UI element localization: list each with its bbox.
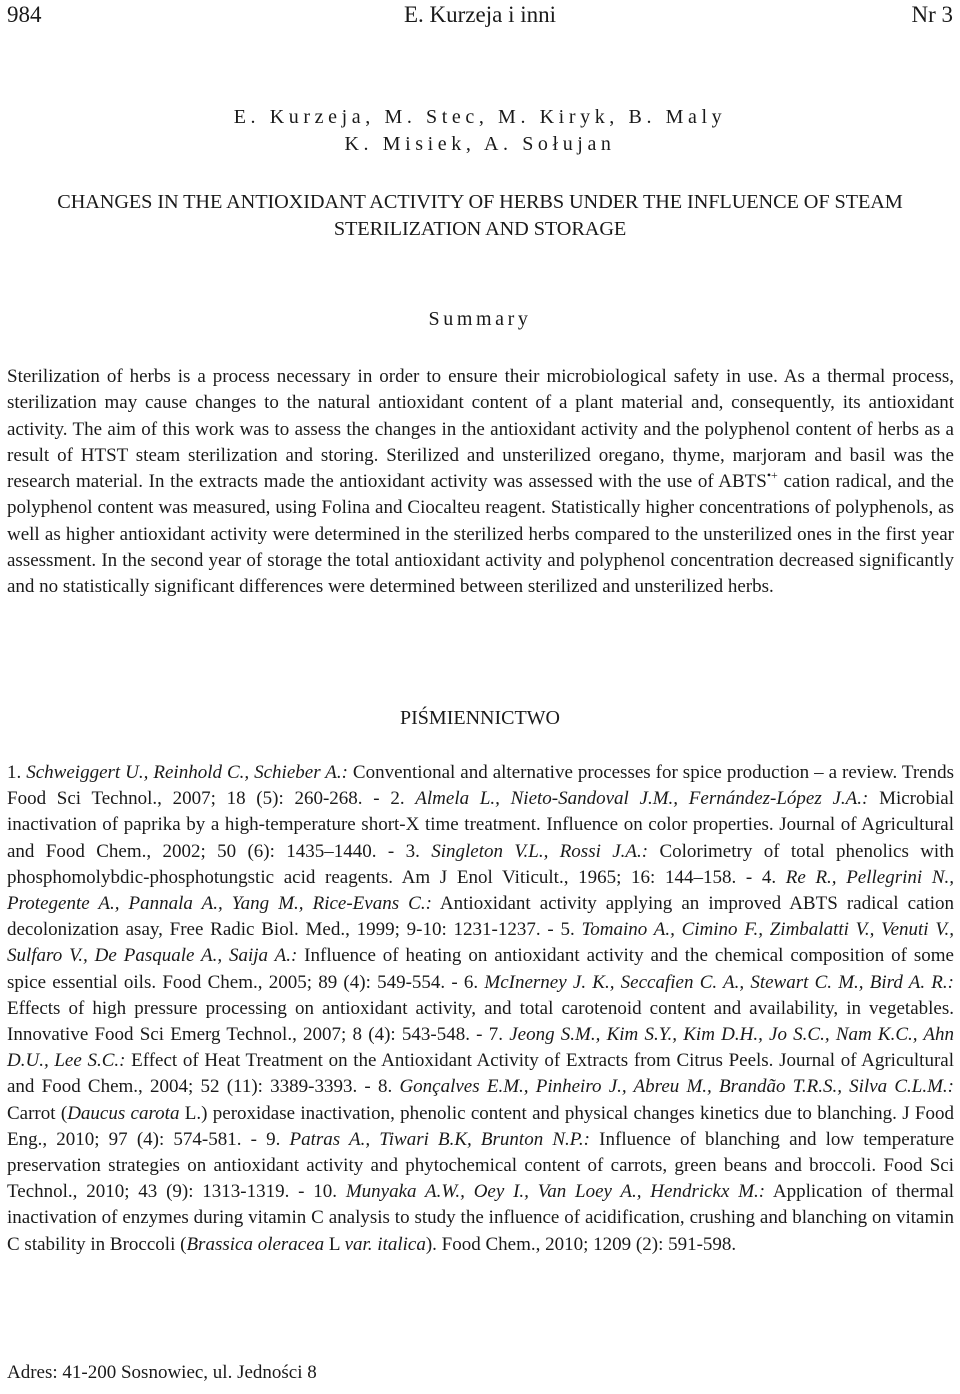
title-line: CHANGES IN THE ANTIOXIDANT ACTIVITY OF HERBS UNDER THE INFLUENCE OF STEAM [57,191,903,213]
author-address: Adres: 41-200 Sosnowiec, ul. Jedności 8 [7,1362,317,1383]
summary-text: Sterilization of herbs is a process necessary in order to ensure their microbiological safety in use. As a thermal process, sterilization may cause changes to the natural antioxidant content of a plant material and, consequently, its antioxidant activity. The aim of this work was to assess the changes in the antioxidant activity and the polyphenol content of herbs as a result of HTST steam sterilization and storing. Sterilized and unsterilized oregano, thyme, marjoram and basil was the research material. In the extracts made the antioxidant activity was assessed with the use of ABTS [7,366,954,493]
reference-item: 7. Jeong S.M., Kim S.Y., Kim D.H., Jo S.C., Nam K.C., Ahn D.U., Lee S.C.: Effect of Heat Treatment on the Antioxidant Activity of Extracts from Citrus Peels. Journal of Agricultural and Food Chem., 2004; 52 (11): 3389-3393. - [7,1024,954,1098]
title-line: STERILIZATION AND STORAGE [333,218,627,240]
reference-item: 3. Singleton V.L., Rossi J.A.: Colorimetry of total phenolics with phosphomolybdic-phosphotungstic acid reagents. Am J Enol Viticult., 1965; 16: 144–158. - [7,840,954,888]
abts-superscript: •+ [766,468,778,483]
authors-line: E. Kurzeja, M. Stec, M. Kiryk, B. Maly [233,106,727,128]
reference-item: 4. Re R., Pellegrini N., Protegente A., Pannala A., Yang M., Rice-Evans C.: Antioxidant activity applying an improved ABTS radical cation decolonization asay, Free Radic Biol. Med., 1999; 9-10: 1231-1237. - [7,866,955,941]
summary-paragraph [7,364,954,601]
reference-item: 10. Munyaka A.W., Oey I., Van Loey A., Hendrickx M.: Application of thermal inactivation of enzymes during vitamin C analysis to study the influence of acidification, crushing and blanching on vitamin C stability in Broccoli (Brassica oleracea L var. italica). Food Chem., 2010; 1209 (2): 591-598. [7,1181,954,1255]
reference-item: 8. Gonçalves E.M., Pinheiro J., Abreu M., Brandão T.R.S., Silva C.L.M.: Carrot (Daucus carota L.) peroxidase inactivation, phenolic content and physical changes kinetics due to blanching. J Food Eng., 2010; 97 (4): 574-581. - [7,1076,955,1150]
summary-text-continued: cation radical, and the polyphenol content was measured, using Folina and Ciocalteu reagent. Statistically higher concentrations of polyphenols, as well as higher antioxidant activity were determined in the sterilized herbs compared to the unsterilized ones in the first year assessment. In the second year of storage the total antioxidant activity and polyphenol concentration decreased significantly and no statistically significant differences were determined between sterilized and unsterilized herbs. [7,471,954,598]
reference-item: 2. Almela L., Nieto-Sandoval J.M., Fernández-López J.A.: Microbial inactivation of paprika by a high-temperature short-X time treatment. Influence on color properties. Journal of Agricultural and Food Chem., 2002; 50 (6): 1435–1440. - [7,788,955,862]
authors [0,104,960,158]
page-number: 984 [7,2,42,27]
summary-heading: Summary [428,308,532,330]
references-list [7,760,954,1258]
reference-item: 9. Patras A., Tiwari B.K, Brunton N.P.: Influence of blanching and low temperature preservation strategies on antioxidant activity and phytochemical content of carrots, green beans and broccoli. Food Sci Technol., 2010; 43 (9): 1313-1319. - [7,1128,955,1203]
reference-item: 5. Tomaino A., Cimino F., Zimbalatti V., Venuti V., Sulfaro V., De Pasquale A., Saija A.: Influence of heating on antioxidant activity and the chemical composition of some spice essential oils. Food Chem., 2005; 89 (4): 549-554. - [7,919,954,993]
reference-item: 6. McInerney J. K., Seccafien C. A., Stewart C. M., Bird A. R.: Effects of high pressure processing on antioxidant activity, and total carotenoid content and availability, in vegetables. Innovative Food Sci Emerg Technol., 2007; 8 (4): 543-548. - [7,971,954,1046]
running-title: E. Kurzeja i inni [403,2,556,27]
article-title [0,189,960,243]
issue-number: Nr 3 [911,2,953,27]
references-heading: PIŚMIENNICTWO [400,707,560,729]
authors-line: K. Misiek, A. Sołujan [344,133,616,155]
page-header [7,2,953,32]
reference-item: 1. Schweiggert U., Reinhold C., Schieber A.: Conventional and alternative processes for spice production – a review. Trends Food Sci Technol., 2007; 18 (5): 260-268. - [7,762,954,810]
